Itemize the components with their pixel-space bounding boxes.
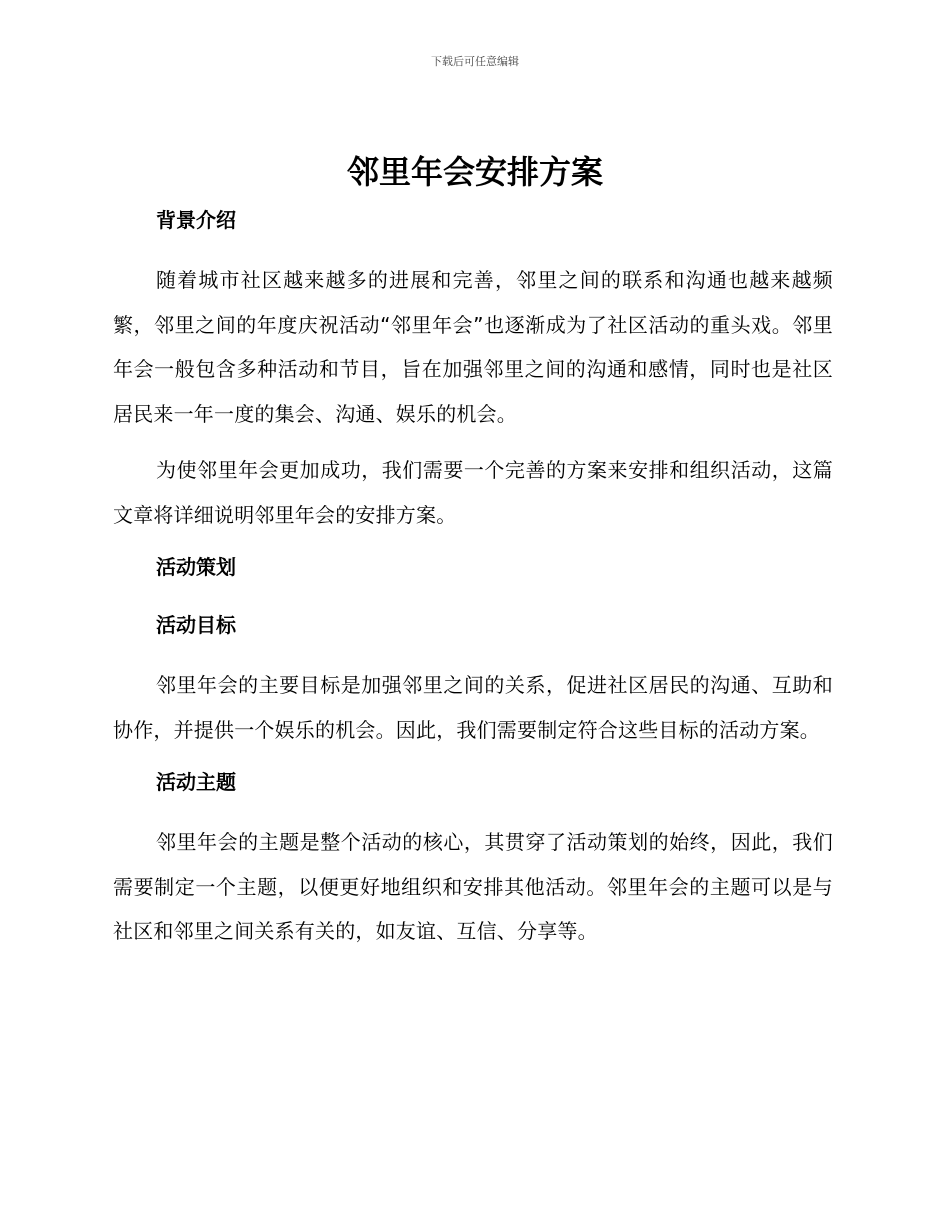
section-heading-goal: 活动目标 xyxy=(156,613,236,637)
paragraph-background-1: 随着城市社区越来越多的进展和完善，邻里之间的联系和沟通也越来越频繁，邻里之间的年度庆祝活动“邻里年会”也逐渐成为了社区活动的重头戏。邻里年会一般包含多种活动和节目，旨在加强邻里之间的沟通和感情，同时也是社区居民来一年一度的集会、沟通、娱乐的机会。 xyxy=(113,268,833,426)
document-title: 邻里年会安排方案 xyxy=(346,153,603,191)
section-heading-planning: 活动策划 xyxy=(156,555,236,579)
paragraph-background-2: 为使邻里年会更加成功，我们需要一个完善的方案来安排和组织活动，这篇文章将详细说明邻里年会的安排方案。 xyxy=(113,458,833,527)
section-heading-background: 背景介绍 xyxy=(156,208,236,232)
paragraph-goal-1: 邻里年会的主要目标是加强邻里之间的关系，促进社区居民的沟通、互助和协作，并提供一个娱乐的机会。因此，我们需要制定符合这些目标的活动方案。 xyxy=(113,673,833,742)
section-heading-theme: 活动主题 xyxy=(156,770,236,794)
page-header-note: 下载后可任意编辑 xyxy=(431,55,519,68)
paragraph-theme-1: 邻里年会的主题是整个活动的核心，其贯穿了活动策划的始终，因此，我们需要制定一个主题，以便更好地组织和安排其他活动。邻里年会的主题可以是与社区和邻里之间关系有关的，如友谊、互信、分享等。 xyxy=(113,830,833,943)
document-body xyxy=(113,204,833,966)
